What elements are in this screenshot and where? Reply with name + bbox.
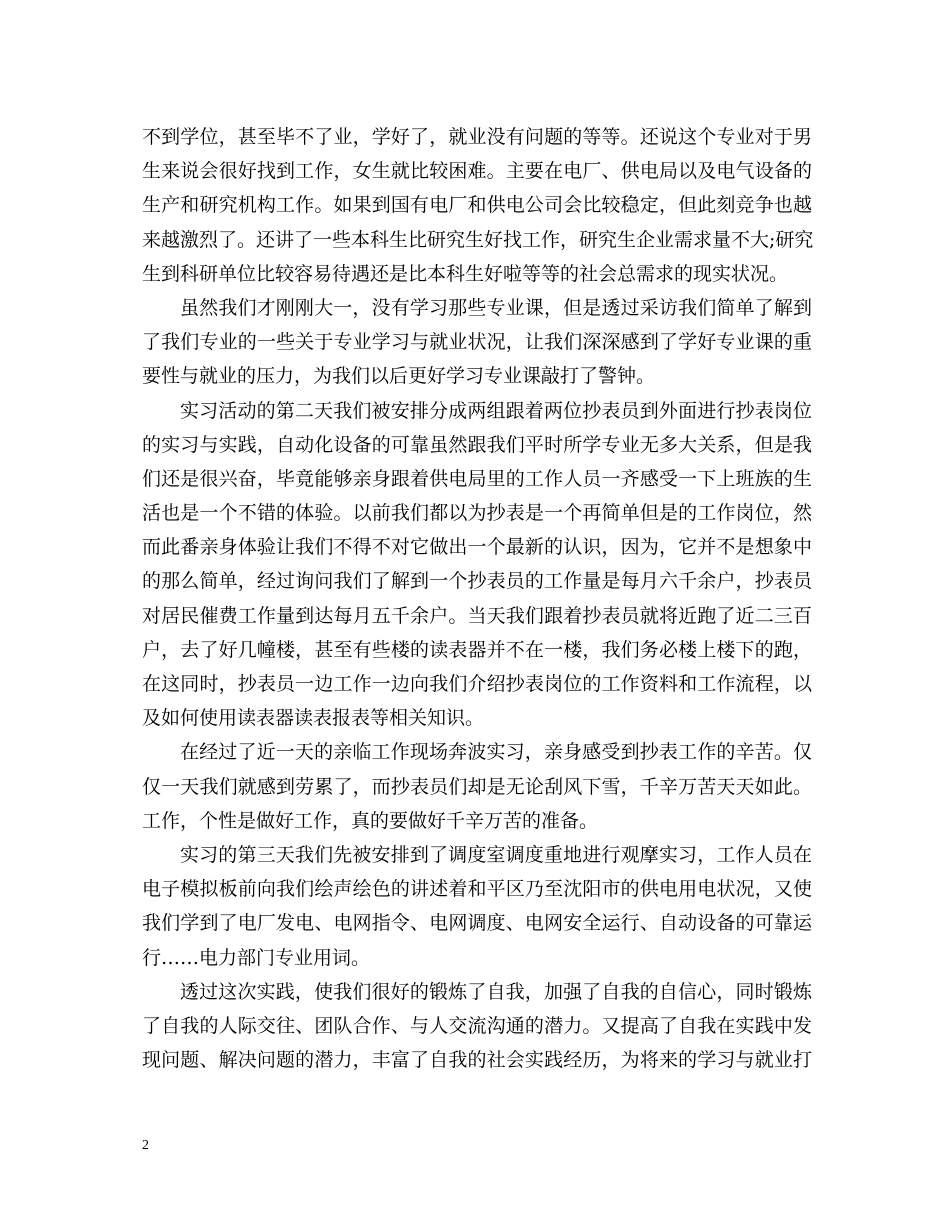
text-line: 而此番亲身体验让我们不得不对它做出一个最新的认识，因为，它并不是想象中 — [142, 536, 812, 559]
paragraph — [142, 838, 812, 975]
text-line: 生来说会很好找到工作，女生就比较困难。主要在电厂、供电局以及电气设备的 — [142, 160, 812, 183]
text-line: 我们学到了电厂发电、电网指令、电网调度、电网安全运行、自动设备的可靠运 — [142, 912, 812, 935]
text-line: 不到学位，甚至毕不了业，学好了，就业没有问题的等等。还说这个专业对于男 — [142, 126, 812, 148]
text-line: 实习活动的第二天我们被安排分成两组跟着两位抄表员到外面进行抄表岗位 — [180, 399, 812, 422]
text-line: 仅一天我们就感到劳累了，而抄表员们却是无论刮风下雪，千辛万苦天天如此。 — [142, 775, 812, 798]
paragraph — [142, 291, 812, 394]
text-line: 来越激烈了。还讲了一些本科生比研究生好找工作，研究生企业需求量不大;研究 — [142, 228, 814, 251]
text-line: 电子模拟板前向我们绘声绘色的讲述着和平区乃至沈阳市的供电用电状况，又使 — [142, 878, 812, 901]
text-line: 实习的第三天我们先被安排到了调度室调度重地进行观摩实习，工作人员在 — [180, 843, 812, 866]
text-line: 在经过了近一天的亲临工作现场奔波实习，亲身感受到抄表工作的辛苦。仅 — [180, 741, 812, 764]
body-text — [142, 120, 812, 1077]
text-line: 现问题、解决问题的潜力，丰富了自我的社会实践经历，为将来的学习与就业打 — [142, 1049, 812, 1072]
text-line: 及如何使用读表器读表报表等相关知识。 — [142, 707, 485, 730]
text-line: 的实习与实践，自动化设备的可靠虽然跟我们平时所学专业无多大关系，但是我 — [142, 433, 812, 456]
text-line: 户，去了好几幢楼，甚至有些楼的读表器并不在一楼，我们务必楼上楼下的跑， — [142, 638, 812, 661]
text-line: 工作，个性是做好工作，真的要做好千辛万苦的准备。 — [142, 809, 599, 832]
paragraph — [142, 120, 812, 291]
text-line: 的那么简单，经过询问我们了解到一个抄表员的工作量是每月六千余户，抄表员 — [142, 570, 812, 593]
text-line: 对居民催费工作量到达每月五千余户。当天我们跟着抄表员就将近跑了近二三百 — [142, 604, 812, 627]
text-line: 在这同时，抄表员一边工作一边向我们介绍抄表岗位的工作资料和工作流程，以 — [142, 673, 812, 695]
text-line: 要性与就业的压力，为我们以后更好学习专业课敲打了警钟。 — [142, 365, 656, 388]
text-line: 生产和研究机构工作。如果到国有电厂和供电公司会比较稳定，但此刻竞争也越 — [142, 194, 812, 217]
text-line: 透过这次实践，使我们很好的锻炼了自我，加强了自我的自信心，同时锻炼 — [180, 980, 812, 1003]
text-line: 行……电力部门专业用词。 — [142, 946, 371, 969]
text-line: 了自我的人际交往、团队合作、与人交流沟通的潜力。又提高了自我在实践中发 — [142, 1014, 812, 1037]
text-line: 活也是一个不错的体验。以前我们都以为抄表是一个再简单但是的工作岗位，然 — [142, 502, 812, 525]
paragraph — [142, 735, 812, 838]
text-line: 了我们专业的一些关于专业学习与就业状况，让我们深深感到了学好专业课的重 — [142, 331, 812, 354]
text-line: 生到科研单位比较容易待遇还是比本科生好啦等等的社会总需求的现实状况。 — [142, 262, 789, 285]
paragraph — [142, 394, 812, 736]
page-number: 2 — [142, 1138, 149, 1153]
text-line: 虽然我们才刚刚大一，没有学习那些专业课，但是透过采访我们简单了解到 — [180, 296, 812, 319]
paragraph — [142, 975, 812, 1078]
text-line: 们还是很兴奋，毕竟能够亲身跟着供电局里的工作人员一齐感受一下上班族的生 — [142, 467, 812, 490]
